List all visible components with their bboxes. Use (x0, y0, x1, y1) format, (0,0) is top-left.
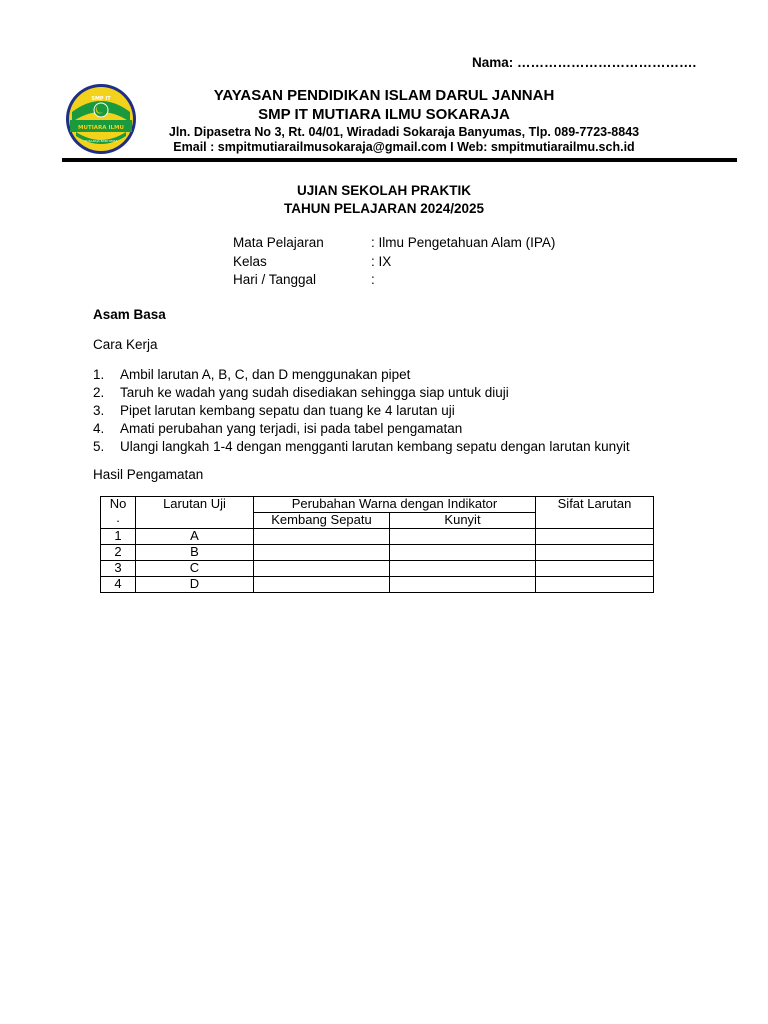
cell-kembang[interactable] (254, 545, 390, 561)
list-item: 4. Amati perubahan yang terjadi, isi pada tabel pengamatan (93, 421, 463, 436)
info-value: : IX (371, 254, 392, 269)
table-row (101, 561, 654, 577)
procedure-label: Cara Kerja (93, 337, 158, 352)
list-item: 2. Taruh ke wadah yang sudah disediakan sehingga siap untuk diuji (93, 385, 509, 400)
observation-label: Hasil Pengamatan (93, 467, 204, 482)
cell-kembang[interactable] (254, 561, 390, 577)
info-value: : Ilmu Pengetahuan Alam (IPA) (371, 235, 556, 250)
list-item: 3. Pipet larutan kembang sepatu dan tuang ke 4 larutan uji (93, 403, 455, 418)
school-name: SMP IT MUTIARA ILMU SOKARAJA (258, 106, 510, 123)
header-perubahan: Perubahan Warna dengan Indikator (254, 497, 536, 513)
info-label: Mata Pelajaran (233, 235, 324, 250)
header-kunyit: Kunyit (390, 513, 536, 529)
list-item: 5. Ulangi langkah 1-4 dengan mengganti larutan kembang sepatu dengan larutan kunyit (93, 439, 630, 454)
header-kembang: Kembang Sepatu (254, 513, 390, 529)
cell-larutan: B (136, 545, 254, 561)
letterhead-divider (62, 158, 737, 162)
observation-table (100, 496, 654, 593)
cell-larutan: D (136, 577, 254, 593)
cell-larutan: A (136, 529, 254, 545)
cell-kunyit[interactable] (390, 529, 536, 545)
exam-title: UJIAN SEKOLAH PRAKTIK (296, 183, 471, 198)
info-row-class (233, 254, 391, 269)
svg-text:SOKARAJA BANYUMAS: SOKARAJA BANYUMAS (84, 139, 118, 143)
svg-text:SMP IT: SMP IT (91, 96, 111, 102)
cell-kunyit[interactable] (390, 545, 536, 561)
table-row (101, 577, 654, 593)
exam-year: TAHUN PELAJARAN 2024/2025 (283, 201, 485, 216)
cell-kunyit[interactable] (390, 577, 536, 593)
cell-no: 1 (101, 529, 136, 545)
name-field-line: Nama: …………………………………. (472, 55, 697, 70)
table-row (101, 545, 654, 561)
foundation-name: YAYASAN PENDIDIKAN ISLAM DARUL JANNAH (213, 87, 555, 104)
school-address: Jln. Dipasetra No 3, Rt. 04/01, Wiradadi Sokaraja Banyumas, Tlp. 089-7723-8843 (168, 125, 640, 139)
info-label: Kelas (233, 254, 267, 269)
cell-larutan: C (136, 561, 254, 577)
school-contact: Email : smpitmutiarailmusokaraja@gmail.com I Web: smpitmutiarailmu.sch.id (173, 140, 635, 154)
cell-no: 4 (101, 577, 136, 593)
info-row-date (233, 272, 375, 287)
cell-sifat[interactable] (536, 577, 654, 593)
list-item: 1. Ambil larutan A, B, C, dan D menggunakan pipet (93, 367, 411, 382)
info-row-subject (233, 235, 555, 250)
cell-sifat[interactable] (536, 529, 654, 545)
cell-no: 2 (101, 545, 136, 561)
section-title: Asam Basa (93, 307, 166, 322)
header-no: No . (101, 497, 136, 529)
procedure-steps (93, 366, 630, 456)
table-header-row (101, 497, 654, 513)
cell-kembang[interactable] (254, 577, 390, 593)
cell-kembang[interactable] (254, 529, 390, 545)
info-label: Hari / Tanggal (233, 272, 317, 287)
svg-text:MUTIARA ILMU: MUTIARA ILMU (78, 125, 124, 131)
header-sifat: Sifat Larutan (536, 497, 654, 529)
table-row (101, 529, 654, 545)
cell-kunyit[interactable] (390, 561, 536, 577)
cell-no: 3 (101, 561, 136, 577)
header-larutan: Larutan Uji (136, 497, 254, 529)
cell-sifat[interactable] (536, 545, 654, 561)
info-value: : (371, 272, 375, 287)
cell-sifat[interactable] (536, 561, 654, 577)
